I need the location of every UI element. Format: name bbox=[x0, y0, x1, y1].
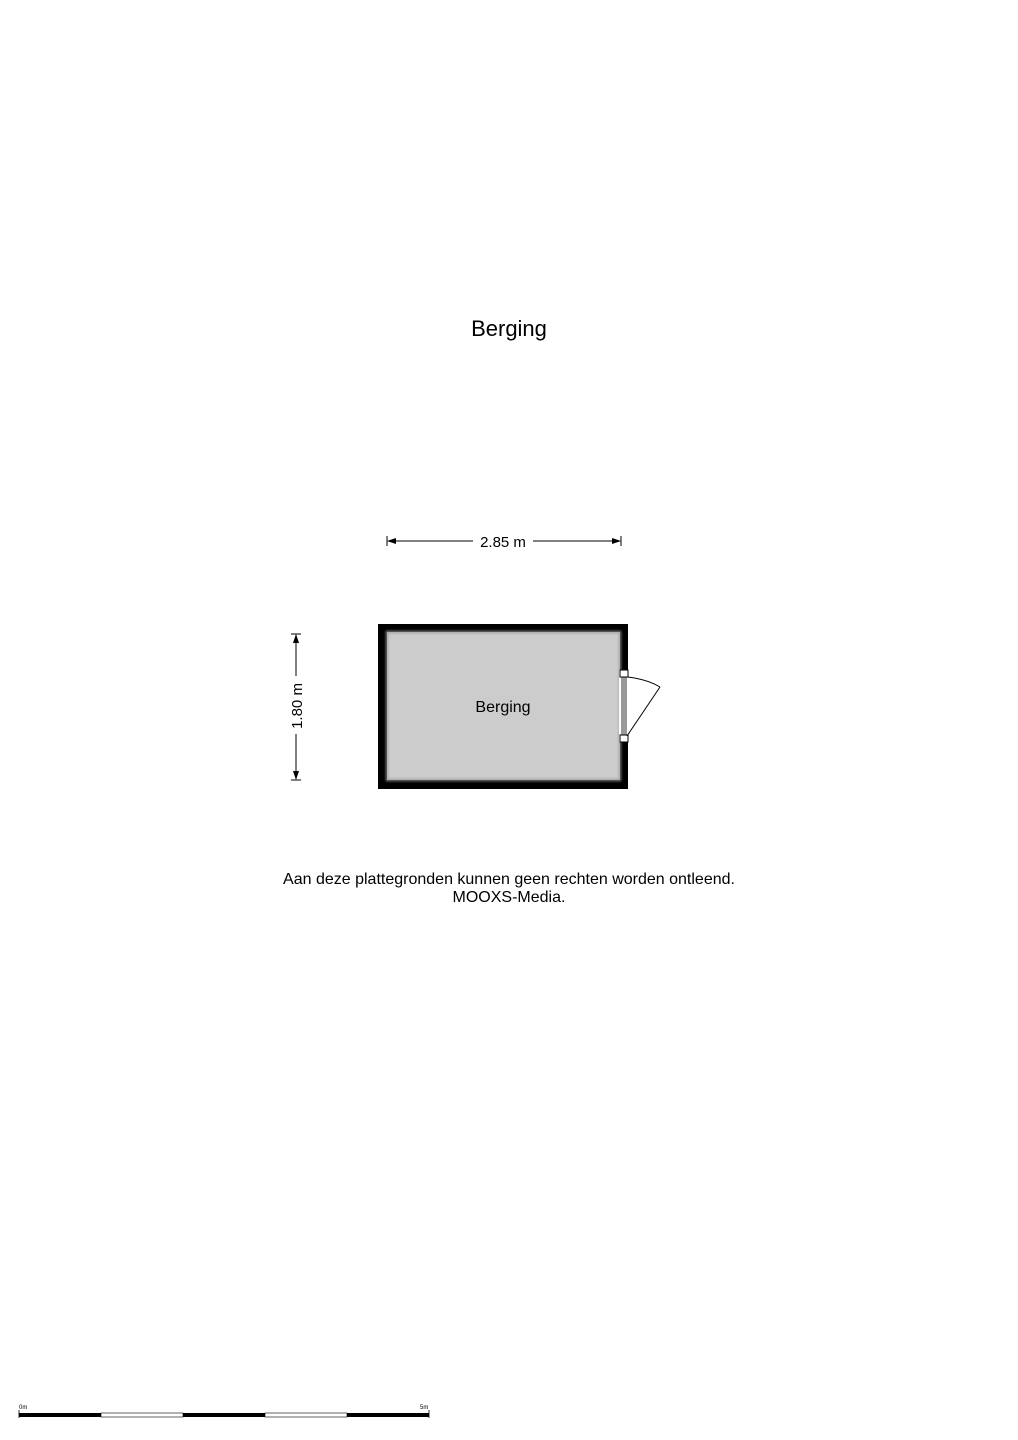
scale-bar-start-label: 0m bbox=[19, 1405, 28, 1411]
height-dimension-label: 1.80 m bbox=[289, 683, 306, 729]
page-title: Berging bbox=[471, 316, 547, 341]
scale-bar bbox=[19, 1410, 429, 1418]
door bbox=[619, 670, 660, 742]
disclaimer-line-2: MOOXS-Media. bbox=[452, 889, 566, 906]
door-swing-arc bbox=[627, 677, 660, 687]
room-label: Berging bbox=[475, 699, 531, 716]
width-dimension-label: 2.85 m bbox=[480, 534, 526, 551]
disclaimer-line-1: Aan deze plattegronden kunnen geen rechten worden ontleend. bbox=[283, 871, 735, 888]
scale-bar-end-label: 5m bbox=[420, 1405, 429, 1411]
door-leaf bbox=[627, 687, 660, 736]
disclaimer bbox=[0, 871, 1018, 907]
